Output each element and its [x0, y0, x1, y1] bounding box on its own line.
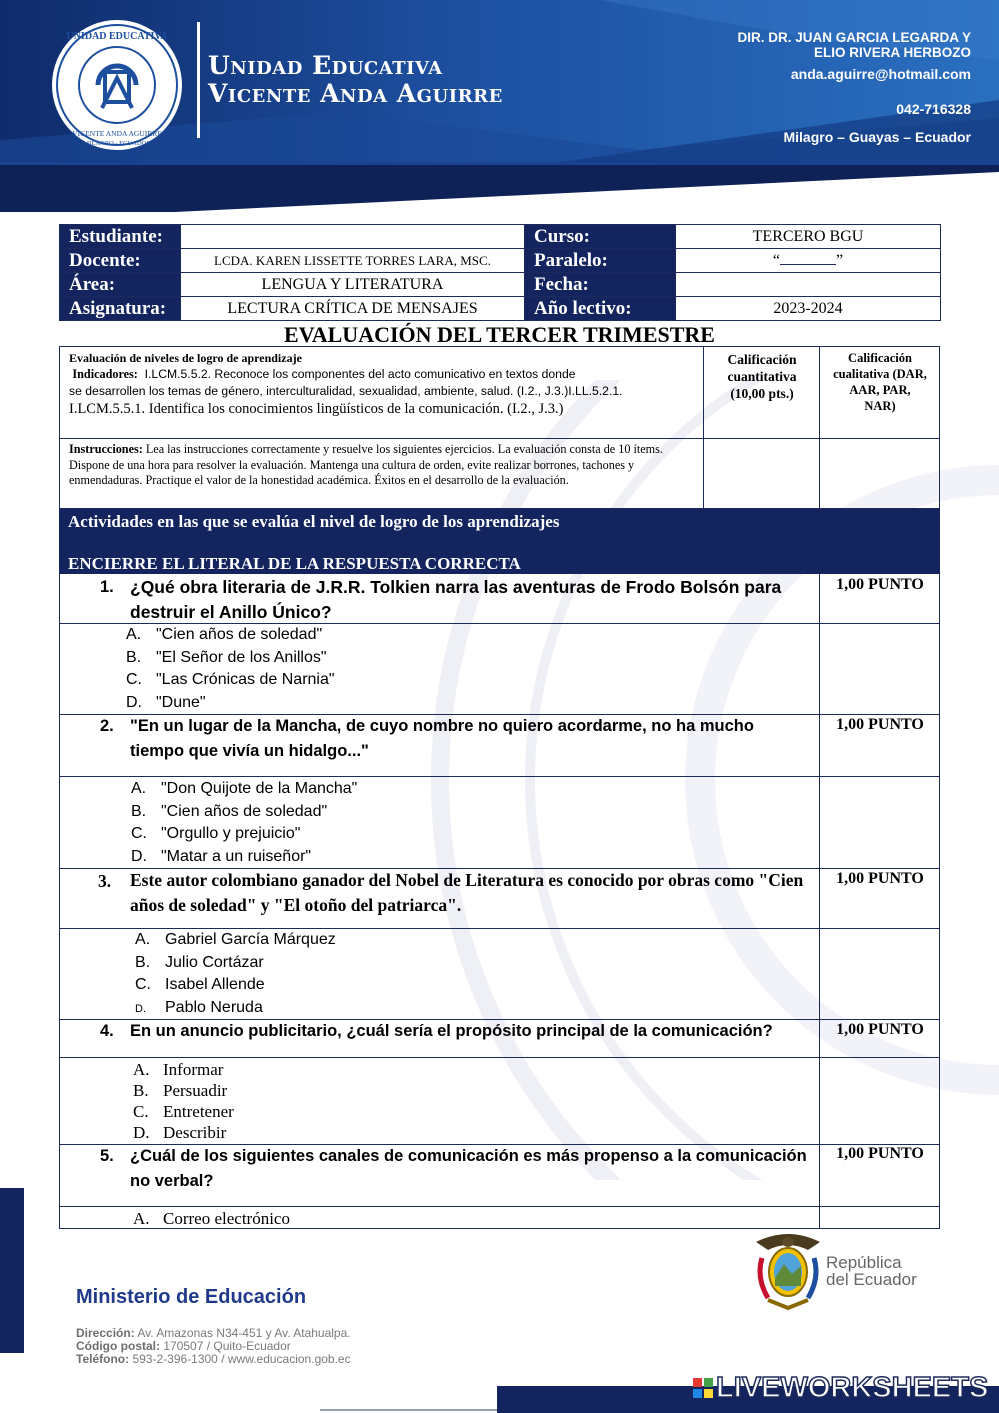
indicator-line2: se desarrollen los temas de género, interculturalidad, sexualidad, ambiente, salud. (I.2., J.3.)I.LL.5.2.1.: [69, 384, 623, 398]
contact-city: Milagro – Guayas – Ecuador: [783, 129, 971, 145]
ministerio-title: Ministerio de Educación: [76, 1286, 307, 1308]
curso-value: TERCERO BGU: [676, 225, 941, 249]
contact-address-line2: ELIO RIVERA HERBOZO: [813, 45, 971, 60]
evaluation-info-box: [59, 346, 940, 509]
question-2-number: 2.: [100, 717, 114, 735]
address-line: Dirección: Av. Amazonas N34-451 y Av. Atahualpa.: [76, 1326, 351, 1340]
svg-text:VICENTE ANDA AGUIRRE: VICENTE ANDA AGUIRRE: [72, 129, 162, 138]
svg-text:MILAGRO - ECUADOR: MILAGRO - ECUADOR: [83, 140, 151, 147]
question-1-option-d[interactable]: D. "Dune": [126, 693, 206, 711]
instrucciones-label: Instrucciones:: [69, 442, 143, 456]
instrucciones-text: Lea las instrucciones correctamente y resuelve los siguientes ejercicios. La evaluación consta de 10 ítems. Dispone de una hora para resolver la evaluación. Mantenga una cultura de orden, evite realizar borrones, tachones y enmendaduras. Practique el valor de la honestidad académica. Éxitos en el desarrollo de la evaluación.: [69, 442, 663, 487]
question-4-option-c[interactable]: C. Entretener: [133, 1102, 234, 1121]
contact-phone: 042-716328: [896, 101, 971, 117]
school-name: [208, 52, 503, 108]
question-3-option-d[interactable]: D. Pablo Neruda: [135, 998, 263, 1016]
question-1-option-c[interactable]: C. "Las Crónicas de Narnia": [126, 671, 335, 688]
calificacion-cuantitativa-header: [708, 351, 816, 402]
activities-banner: [59, 509, 940, 574]
school-seal-logo: [50, 18, 184, 152]
indicators-block: [69, 351, 699, 419]
area-label: Área:: [60, 273, 181, 297]
cualitativa-line1: Calificación: [848, 351, 912, 365]
liveworksheets-brand[interactable]: LIVEWORKSHEETS: [716, 1372, 989, 1404]
question-5-points: 1,00 PUNTO: [836, 1145, 924, 1162]
docente-label: Docente:: [60, 249, 181, 273]
anio-lectivo-label: Año lectivo:: [525, 297, 676, 321]
questions-area: [59, 574, 940, 1229]
cuantitativa-line2: cuantitativa: [727, 369, 797, 384]
paralelo-field[interactable]: [676, 249, 941, 273]
logro-heading: Evaluación de niveles de logro de aprendizaje: [69, 351, 302, 365]
indicators-text: [69, 366, 699, 383]
area-value: LENGUA Y LITERATURA: [181, 273, 525, 297]
question-3-text: Este autor colombiano ganador del Nobel de Literatura es conocido por obras como "Cien años de soledad" y "El otoño del patriarca".: [130, 870, 804, 915]
question-1-text: ¿Qué obra literaria de J.R.R. Tolkien narra las aventuras de Frodo Bolsón para destruir el Anillo Único?: [130, 577, 782, 622]
question-1-number: 1.: [100, 578, 114, 596]
footer-line: [320, 1409, 500, 1411]
question-2-points: 1,00 PUNTO: [836, 716, 924, 733]
postal-line: Código postal: 170507 / Quito-Ecuador: [76, 1339, 291, 1353]
question-3-options: [135, 929, 336, 1020]
question-2-option-a[interactable]: A. "Don Quijote de la Mancha": [131, 780, 358, 797]
student-info-table: [59, 224, 941, 321]
estudiante-label: Estudiante:: [60, 225, 181, 249]
header-divider: [197, 22, 200, 138]
asignatura-label: Asignatura:: [60, 297, 181, 321]
fecha-field[interactable]: [676, 273, 941, 297]
phone-line: Teléfono: 593-2-396-1300 / www.educacion.gob.ec: [76, 1352, 351, 1366]
footer-side-bar: [0, 1188, 24, 1353]
question-5-options: [133, 1208, 290, 1229]
question-5-number: 5.: [100, 1147, 114, 1165]
asignatura-value: LECTURA CRÍTICA DE MENSAJES: [181, 297, 525, 321]
svg-text:UNIDAD EDUCATIVA: UNIDAD EDUCATIVA: [66, 31, 168, 42]
indicator-line3: I.LCM.5.5.1. Identifica los conocimientos lingüísticos de la comunicación. (I.2., J.3.): [69, 401, 564, 417]
evaluation-title: EVALUACIÓN DEL TERCER TRIMESTRE: [284, 322, 715, 347]
question-4-points: 1,00 PUNTO: [836, 1021, 924, 1038]
question-4-option-d[interactable]: D. Describir: [133, 1123, 227, 1142]
question-2-option-b[interactable]: B. "Cien años de soledad": [131, 802, 328, 820]
docente-value: LCDA. KAREN LISSETTE TORRES LARA, MSC.: [181, 249, 525, 273]
cuantitativa-line1: Calificación: [727, 352, 797, 367]
question-4-options: [133, 1059, 234, 1143]
curso-label: Curso:: [525, 225, 676, 249]
question-4-number: 4.: [100, 1022, 114, 1040]
question-2-option-c[interactable]: C. "Orgullo y prejuicio": [131, 825, 301, 842]
question-5-text: ¿Cuál de los siguientes canales de comunicación es más propenso a la comunicación no verbal?: [130, 1147, 807, 1190]
paralelo-open-quote: “: [772, 251, 780, 269]
question-3-option-c[interactable]: C. Isabel Allende: [135, 976, 265, 993]
question-3-number: 3.: [98, 871, 112, 891]
question-4-text: En un anuncio publicitario, ¿cuál sería el propósito principal de la comunicación?: [130, 1022, 773, 1040]
indicadores-label: Indicadores:: [72, 367, 138, 381]
question-2-options: [131, 778, 357, 868]
paralelo-blank[interactable]: [780, 252, 836, 265]
question-3-option-a[interactable]: A. Gabriel García Márquez: [135, 931, 336, 948]
anio-lectivo-value: 2023-2024: [676, 297, 941, 321]
question-3-points: 1,00 PUNTO: [836, 870, 924, 887]
question-4-option-a[interactable]: A. Informar: [133, 1060, 224, 1079]
paralelo-label: Paralelo:: [525, 249, 676, 273]
ministerio-address: [76, 1327, 351, 1366]
question-1-options: [126, 624, 335, 714]
republica-del-ecuador: [826, 1254, 917, 1288]
question-2-text: "En un lugar de la Mancha, de cuyo nombre no quiero acordarme, no ha mucho tiempo que vivía un hidalgo...": [130, 717, 754, 760]
school-name-line2: Vicente Anda Aguirre: [208, 79, 503, 108]
paralelo-close-quote: ”: [836, 251, 844, 269]
page-header: [0, 0, 999, 212]
indicator-line1: I.LCM.5.5.2. Reconoce los componentes del acto comunicativo en textos donde: [144, 367, 576, 381]
republica-line2: del Ecuador: [826, 1270, 917, 1289]
question-1-points: 1,00 PUNTO: [836, 576, 924, 593]
banner-activities: Actividades en las que se evalúa el nivel de logro de los aprendizajes: [68, 512, 560, 531]
cualitativa-line2: cualitativa (DAR,: [833, 367, 927, 381]
question-3-option-b[interactable]: B. Julio Cortázar: [135, 953, 264, 971]
instructions: [69, 442, 699, 489]
republica-line1: República: [826, 1253, 902, 1272]
liveworksheets-logo-icon: [693, 1378, 713, 1398]
question-5-option-a[interactable]: A. Correo electrónico: [133, 1209, 290, 1228]
question-1-option-a[interactable]: A. "Cien años de soledad": [126, 626, 323, 643]
banner-instruction: ENCIERRE EL LITERAL DE LA RESPUESTA CORRECTA: [68, 554, 521, 573]
question-4-option-b[interactable]: B. Persuadir: [133, 1081, 228, 1100]
contact-email: anda.aguirre@hotmail.com: [790, 66, 971, 82]
cualitativa-line4: NAR): [864, 399, 896, 413]
fecha-label: Fecha:: [525, 273, 676, 297]
cualitativa-line3: AAR, PAR,: [849, 383, 911, 397]
question-2-option-d[interactable]: D. "Matar a un ruiseñor": [131, 847, 312, 865]
contact-address-line1: DIR. DR. JUAN GARCIA LEGARDA Y: [737, 30, 971, 45]
school-name-line1: Unidad Educativa: [208, 51, 443, 80]
calificacion-cualitativa-header: [824, 350, 936, 414]
question-1-option-b[interactable]: B. "El Señor de los Anillos": [126, 648, 327, 666]
cuantitativa-line3: (10,00 pts.): [730, 386, 794, 401]
ecuador-coat-of-arms-icon: [748, 1228, 828, 1312]
header-contact: [671, 30, 971, 145]
estudiante-field[interactable]: [181, 225, 525, 249]
